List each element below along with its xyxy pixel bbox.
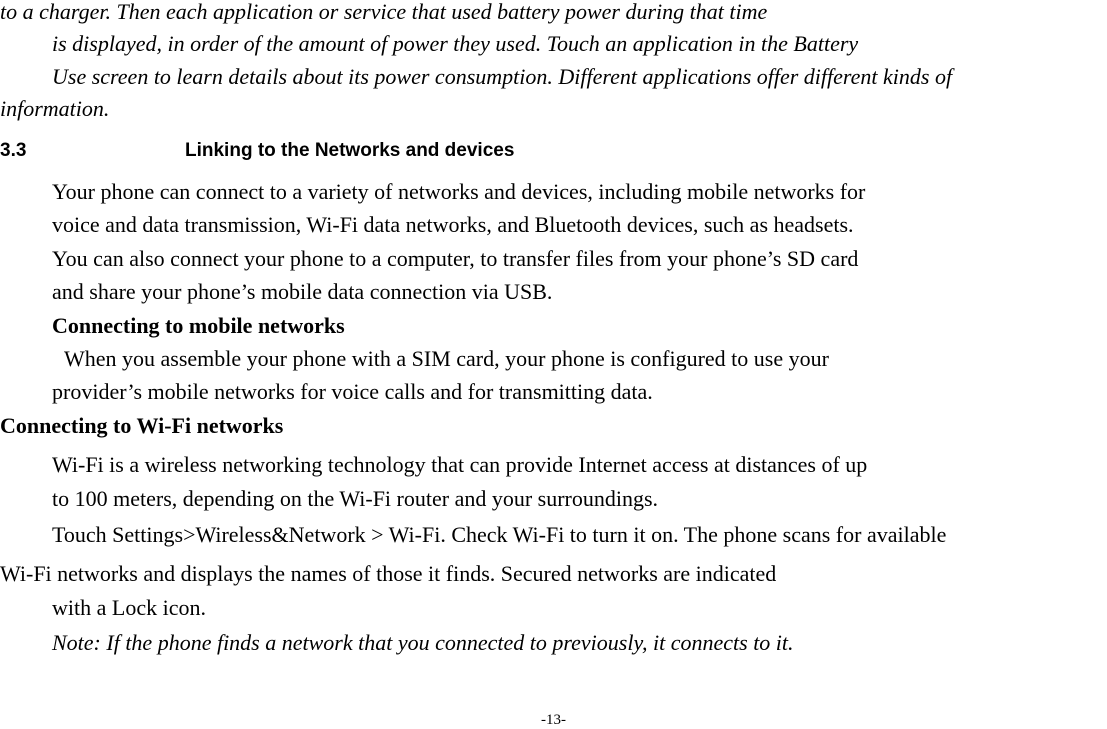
intro-line-2: is displayed, in order of the amount of power they used. Touch an application in the Battery xyxy=(52,31,859,56)
intro-line-3: Use screen to learn details about its power consumption. Different applications offer different kinds of xyxy=(52,64,953,89)
networks-paragraph-line-3: You can also connect your phone to a computer, to transfer files from your phone’s SD card xyxy=(52,246,859,271)
wifi-line-1: Wi-Fi is a wireless networking technology that can provide Internet access at distances of up xyxy=(52,452,868,477)
mobile-networks-line-2: provider’s mobile networks for voice calls and for transmitting data. xyxy=(52,379,653,404)
mobile-networks-line-1: When you assemble your phone with a SIM card, your phone is configured to use your xyxy=(64,346,829,371)
page-number: -13- xyxy=(541,712,566,728)
wifi-line-3: Touch Settings>Wireless&Network > Wi-Fi. Check Wi-Fi to turn it on. The phone scans for available xyxy=(52,522,947,547)
networks-paragraph-line-4: and share your phone’s mobile data connection via USB. xyxy=(52,279,553,304)
section-number: 3.3 xyxy=(0,140,27,161)
section-title: Linking to the Networks and devices xyxy=(185,140,515,161)
networks-paragraph-line-1: Your phone can connect to a variety of networks and devices, including mobile networks for xyxy=(52,179,866,204)
intro-line-4: information. xyxy=(0,96,110,121)
mobile-networks-heading: Connecting to mobile networks xyxy=(52,313,345,338)
wifi-line-4: Wi-Fi networks and displays the names of those it finds. Secured networks are indicated xyxy=(0,561,777,586)
wifi-line-5: with a Lock icon. xyxy=(52,595,206,620)
wifi-note: Note: If the phone finds a network that you connected to previously, it connects to it. xyxy=(52,630,794,655)
wifi-line-2: to 100 meters, depending on the Wi-Fi router and your surroundings. xyxy=(52,486,659,511)
intro-line-1: to a charger. Then each application or service that used battery power during that time xyxy=(0,0,768,24)
wifi-networks-heading: Connecting to Wi-Fi networks xyxy=(0,413,284,438)
networks-paragraph-line-2: voice and data transmission, Wi-Fi data networks, and Bluetooth devices, such as headsets. xyxy=(52,212,854,237)
